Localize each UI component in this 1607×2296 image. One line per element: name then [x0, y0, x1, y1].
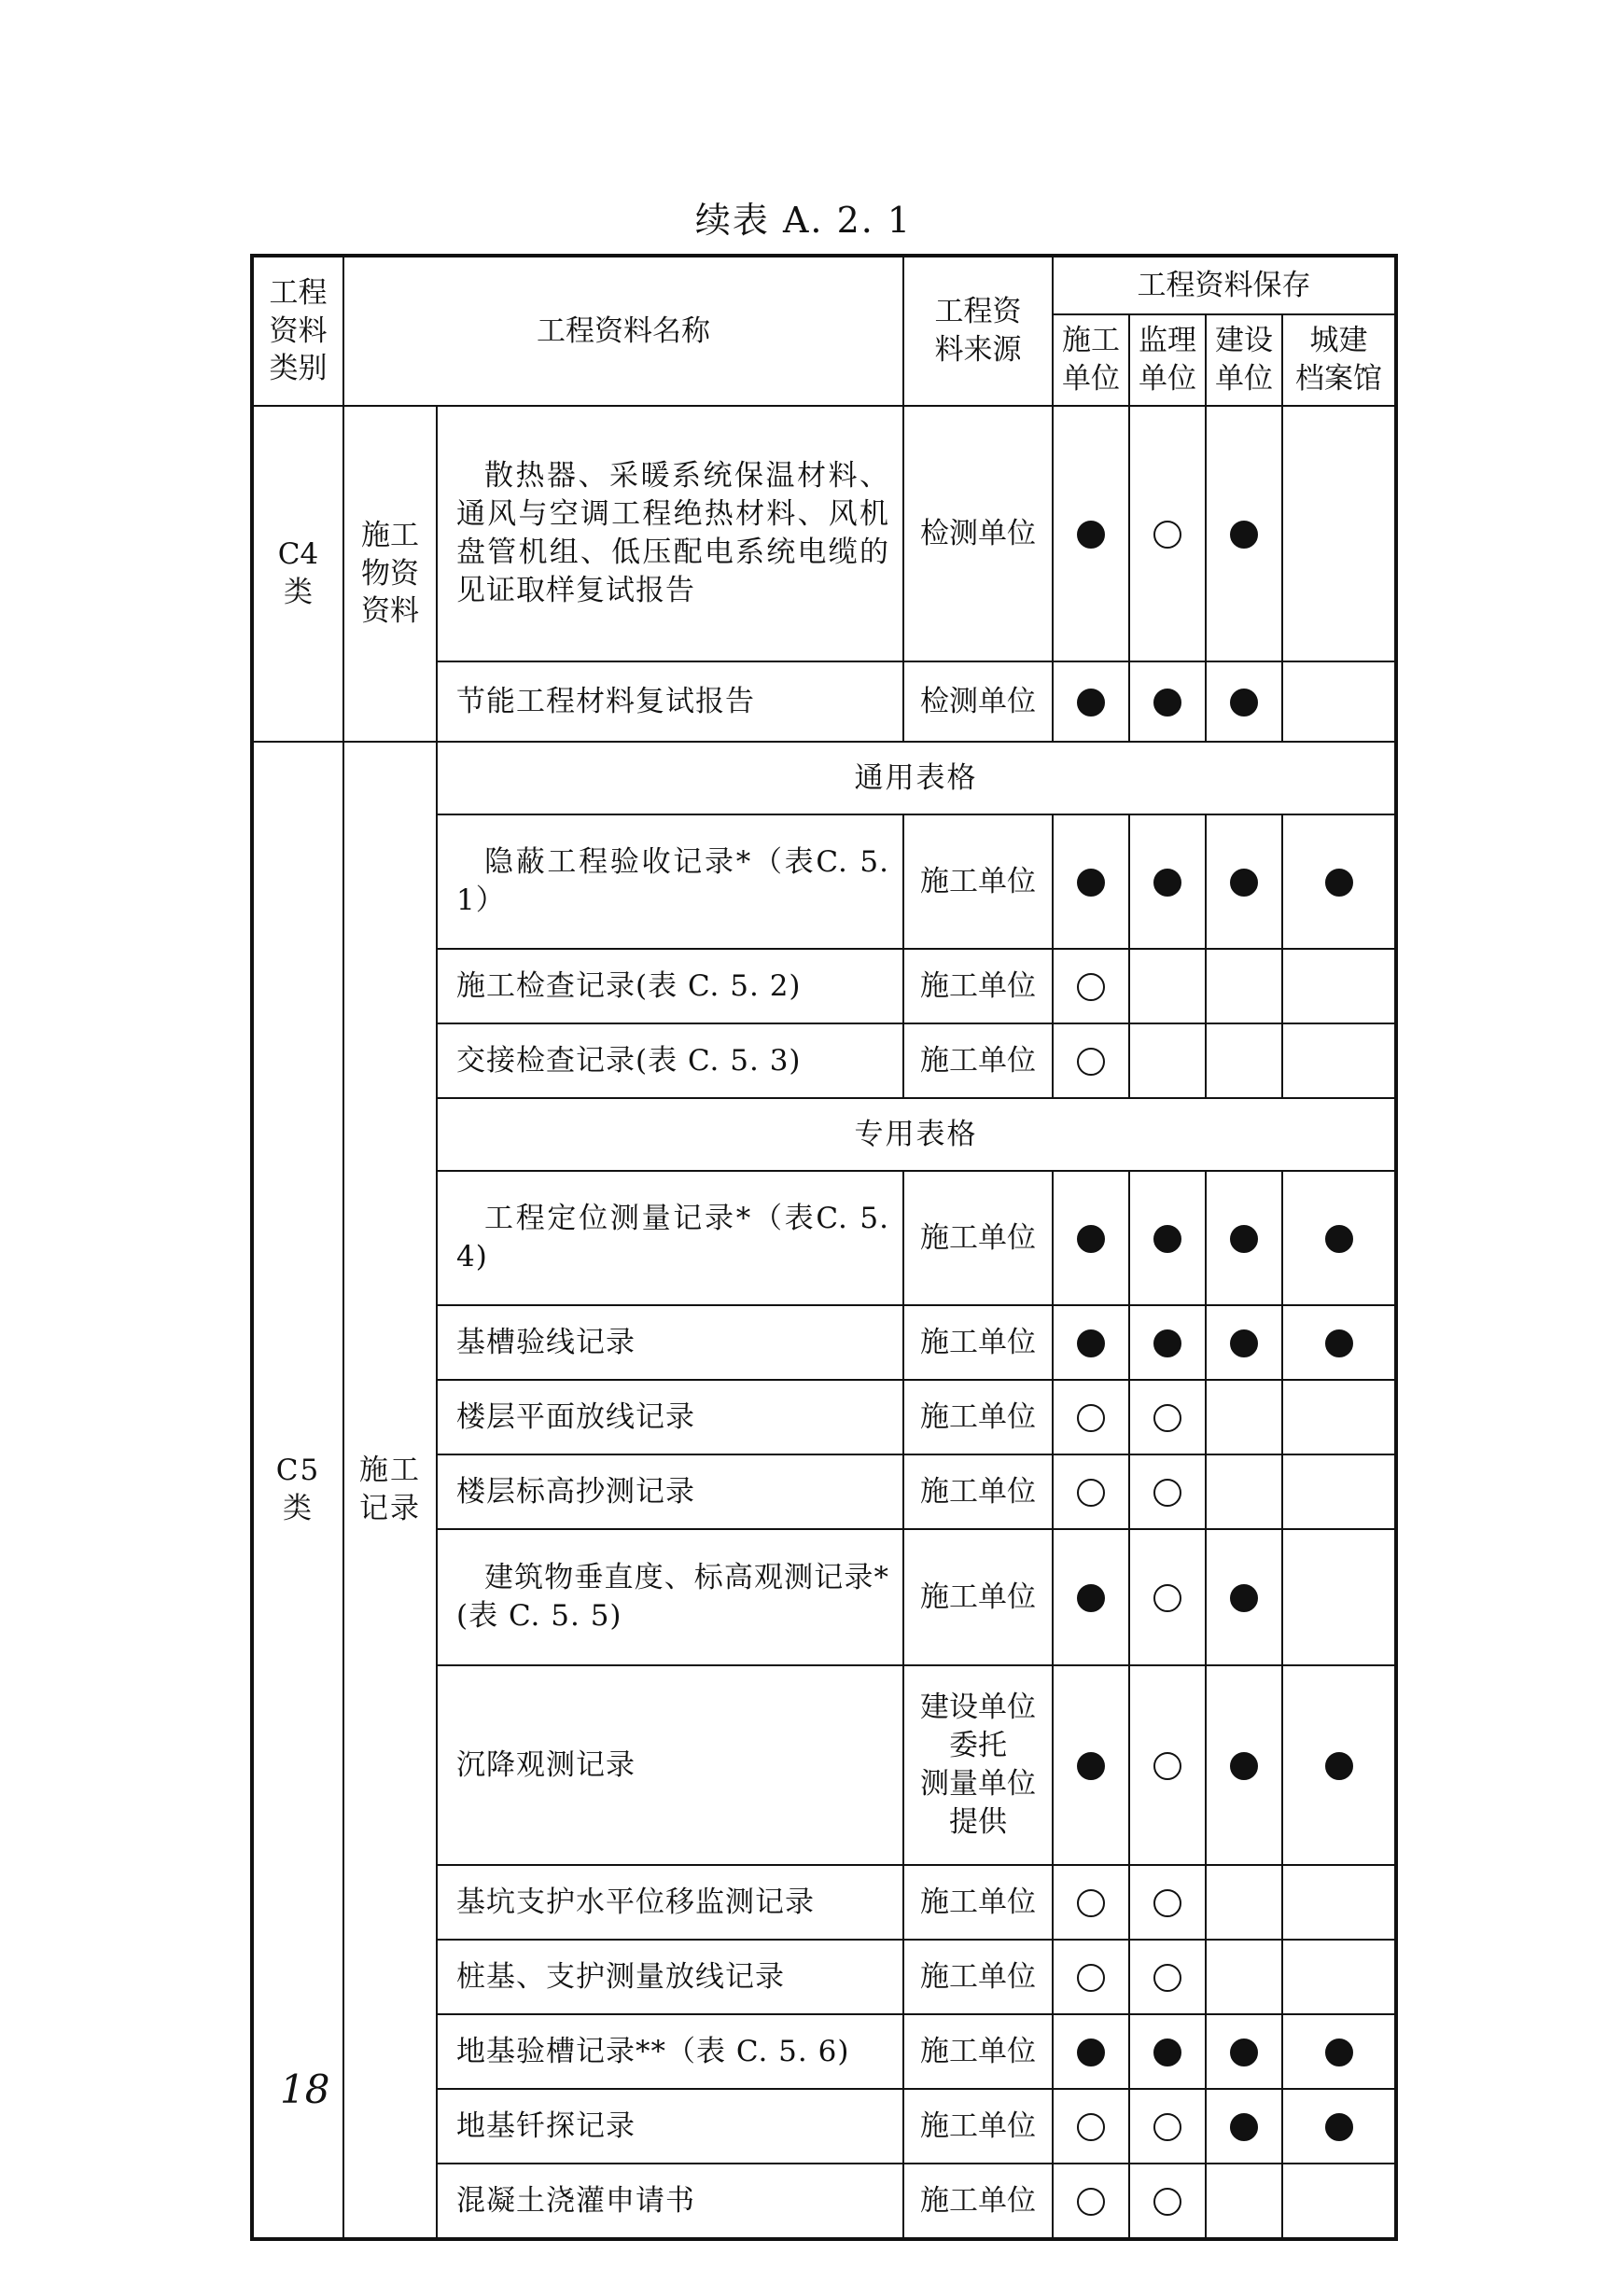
storage-cell	[1282, 1940, 1396, 2014]
item-name	[437, 1665, 903, 1865]
item-source	[903, 1171, 1053, 1305]
category-cell-text: C4 类	[277, 537, 319, 609]
item-name	[437, 1023, 903, 1098]
header-storage-text: 工程资料保存	[1137, 268, 1311, 302]
storage-cell	[1129, 1865, 1206, 1940]
item-source-text: 施工单位	[920, 1043, 1036, 1078]
hollow-circle-icon	[1077, 1048, 1105, 1076]
filled-circle-icon	[1325, 1752, 1353, 1780]
hollow-circle-icon	[1153, 1404, 1181, 1432]
filled-circle-icon	[1230, 1329, 1258, 1357]
header-category-text: 工程 资料 类别	[269, 275, 328, 386]
item-name-text: 地基钎探记录	[456, 2108, 636, 2143]
storage-cell	[1206, 661, 1282, 742]
group-title-text: 通用表格	[854, 760, 978, 795]
hollow-circle-icon	[1153, 2188, 1181, 2216]
filled-circle-icon	[1230, 2039, 1258, 2066]
header-source-text: 工程资 料来源	[934, 295, 1022, 367]
filled-circle-icon	[1230, 869, 1258, 897]
item-source	[903, 949, 1053, 1023]
storage-cell	[1282, 1305, 1396, 1380]
storage-cell	[1282, 814, 1396, 949]
item-name	[437, 1454, 903, 1529]
hollow-circle-icon	[1077, 1404, 1105, 1432]
filled-circle-icon	[1325, 869, 1353, 897]
filled-circle-icon	[1077, 689, 1105, 717]
item-source	[903, 1865, 1053, 1940]
filled-circle-icon	[1230, 2113, 1258, 2141]
storage-cell	[1282, 1865, 1396, 1940]
item-source-text: 施工单位	[920, 864, 1036, 898]
item-source	[903, 1380, 1053, 1454]
item-name-text: 桩基、支护测量放线记录	[456, 1959, 785, 1994]
header-name	[343, 256, 903, 406]
page-number: 18	[280, 2066, 330, 2112]
item-name-text: 楼层标高抄测记录	[456, 1474, 695, 1509]
storage-cell	[1282, 406, 1396, 661]
item-source-text: 建设单位 委托 测量单位 提供	[920, 1691, 1036, 1839]
storage-cell	[1053, 1529, 1129, 1665]
group-title	[437, 742, 1396, 814]
storage-cell	[1282, 2164, 1396, 2239]
storage-cell	[1129, 1665, 1206, 1865]
storage-cell	[1206, 1023, 1282, 1098]
header-name-text: 工程资料名称	[537, 313, 710, 348]
item-source-text: 检测单位	[920, 684, 1036, 718]
filled-circle-icon	[1153, 1225, 1181, 1253]
hollow-circle-icon	[1077, 1889, 1105, 1917]
storage-cell	[1206, 2014, 1282, 2089]
table-row	[252, 406, 1396, 661]
storage-cell	[1129, 1023, 1206, 1098]
hollow-circle-icon	[1077, 1964, 1105, 1992]
storage-cell	[1053, 1665, 1129, 1865]
storage-cell	[1129, 2164, 1206, 2239]
hollow-circle-icon	[1153, 1479, 1181, 1507]
filled-circle-icon	[1077, 2039, 1105, 2066]
category-cell-text: C5 类	[275, 1454, 321, 1525]
item-source	[903, 2164, 1053, 2239]
hollow-circle-icon	[1077, 2113, 1105, 2141]
storage-cell	[1129, 1454, 1206, 1529]
storage-cell	[1282, 1380, 1396, 1454]
item-source	[903, 1023, 1053, 1098]
filled-circle-icon	[1077, 1329, 1105, 1357]
storage-cell	[1206, 2089, 1282, 2164]
item-name-text: 施工检查记录(表 C. 5. 2)	[456, 968, 802, 1003]
storage-cell	[1206, 406, 1282, 661]
storage-cell	[1282, 2014, 1396, 2089]
header-storage-col-text: 监理 单位	[1139, 324, 1196, 396]
storage-cell	[1206, 1171, 1282, 1305]
storage-cell	[1282, 949, 1396, 1023]
item-name-text: 工程定位测量记录*（表C. 5. 4)	[456, 1202, 889, 1273]
header-storage	[1053, 256, 1396, 314]
header-storage-col	[1129, 314, 1206, 406]
group-title-text: 专用表格	[854, 1117, 978, 1151]
item-name-text: 基槽验线记录	[456, 1325, 636, 1359]
item-name	[437, 2164, 903, 2239]
filled-circle-icon	[1325, 1329, 1353, 1357]
filled-circle-icon	[1077, 1225, 1105, 1253]
storage-cell	[1129, 661, 1206, 742]
item-name-text: 建筑物垂直度、标高观测记录*(表 C. 5. 5)	[456, 1561, 889, 1633]
filled-circle-icon	[1230, 521, 1258, 549]
item-name	[437, 1529, 903, 1665]
category-cell	[252, 406, 343, 742]
category-cell	[252, 742, 343, 2239]
storage-cell	[1206, 1940, 1282, 2014]
item-source-text: 检测单位	[920, 516, 1036, 550]
item-name-text: 楼层平面放线记录	[456, 1399, 695, 1434]
item-source	[903, 1454, 1053, 1529]
item-name-text: 混凝土浇灌申请书	[456, 2183, 695, 2218]
item-source	[903, 2014, 1053, 2089]
item-name	[437, 2014, 903, 2089]
filled-circle-icon	[1077, 1752, 1105, 1780]
filled-circle-icon	[1230, 1752, 1258, 1780]
header-category	[252, 256, 343, 406]
filled-circle-icon	[1230, 1584, 1258, 1612]
filled-circle-icon	[1325, 2039, 1353, 2066]
group-title	[437, 1098, 1396, 1171]
filled-circle-icon	[1325, 1225, 1353, 1253]
storage-cell	[1206, 2164, 1282, 2239]
filled-circle-icon	[1325, 2113, 1353, 2141]
item-source-text: 施工单位	[920, 2183, 1036, 2218]
item-source	[903, 1529, 1053, 1665]
storage-cell	[1129, 1171, 1206, 1305]
item-source-text: 施工单位	[920, 1399, 1036, 1434]
storage-cell	[1129, 1305, 1206, 1380]
storage-cell	[1282, 1171, 1396, 1305]
subcategory-cell	[343, 406, 437, 742]
item-name-text: 基坑支护水平位移监测记录	[456, 1885, 815, 1919]
item-source-text: 施工单位	[920, 1579, 1036, 1614]
header-source	[903, 256, 1053, 406]
storage-cell	[1206, 814, 1282, 949]
item-name	[437, 1171, 903, 1305]
item-source-text: 施工单位	[920, 1220, 1036, 1255]
item-source	[903, 1305, 1053, 1380]
item-name	[437, 1305, 903, 1380]
group-header-row	[252, 742, 1396, 814]
item-source	[903, 1940, 1053, 2014]
filled-circle-icon	[1153, 689, 1181, 717]
filled-circle-icon	[1077, 521, 1105, 549]
storage-cell	[1053, 949, 1129, 1023]
item-name	[437, 406, 903, 661]
storage-cell	[1206, 1665, 1282, 1865]
hollow-circle-icon	[1077, 1479, 1105, 1507]
header-row	[252, 256, 1396, 314]
item-source	[903, 1665, 1053, 1865]
item-name	[437, 949, 903, 1023]
subcategory-cell-text: 施工 物资 资料	[361, 518, 419, 629]
filled-circle-icon	[1230, 1225, 1258, 1253]
hollow-circle-icon	[1077, 973, 1105, 1001]
item-source-text: 施工单位	[920, 1474, 1036, 1509]
storage-cell	[1206, 949, 1282, 1023]
filled-circle-icon	[1230, 689, 1258, 717]
header-storage-col	[1053, 314, 1129, 406]
storage-cell	[1129, 814, 1206, 949]
header-storage-col	[1282, 314, 1396, 406]
hollow-circle-icon	[1077, 2188, 1105, 2216]
storage-cell	[1129, 1529, 1206, 1665]
storage-cell	[1129, 406, 1206, 661]
hollow-circle-icon	[1153, 1752, 1181, 1780]
item-name	[437, 1940, 903, 2014]
filled-circle-icon	[1153, 1329, 1181, 1357]
storage-cell	[1053, 814, 1129, 949]
hollow-circle-icon	[1153, 1889, 1181, 1917]
header-storage-col	[1206, 314, 1282, 406]
item-source	[903, 814, 1053, 949]
item-source	[903, 2089, 1053, 2164]
storage-cell	[1053, 1380, 1129, 1454]
storage-cell	[1206, 1529, 1282, 1665]
filled-circle-icon	[1153, 869, 1181, 897]
filled-circle-icon	[1153, 2039, 1181, 2066]
storage-cell	[1053, 2164, 1129, 2239]
storage-cell	[1282, 1454, 1396, 1529]
storage-cell	[1053, 1454, 1129, 1529]
item-source	[903, 406, 1053, 661]
storage-cell	[1282, 2089, 1396, 2164]
item-source-text: 施工单位	[920, 968, 1036, 1003]
table-caption: 续表 A. 2. 1	[694, 200, 913, 241]
storage-cell	[1206, 1380, 1282, 1454]
storage-cell	[1053, 1940, 1129, 2014]
item-name-text: 交接检查记录(表 C. 5. 3)	[456, 1043, 802, 1078]
item-name-text: 隐蔽工程验收记录*（表C. 5. 1）	[456, 845, 889, 917]
data-table	[250, 254, 1398, 2241]
item-name	[437, 814, 903, 949]
subcategory-cell-text: 施工 记录	[359, 1454, 421, 1525]
storage-cell	[1053, 2089, 1129, 2164]
item-name	[437, 661, 903, 742]
item-name	[437, 1380, 903, 1454]
storage-cell	[1129, 2014, 1206, 2089]
subcategory-cell	[343, 742, 437, 2239]
storage-cell	[1206, 1865, 1282, 1940]
item-source-text: 施工单位	[920, 1885, 1036, 1919]
item-source	[903, 661, 1053, 742]
storage-cell	[1053, 1305, 1129, 1380]
header-storage-col-text: 施工 单位	[1062, 324, 1120, 396]
storage-cell	[1206, 1305, 1282, 1380]
item-source-text: 施工单位	[920, 2034, 1036, 2068]
hollow-circle-icon	[1153, 1964, 1181, 1992]
storage-cell	[1053, 1023, 1129, 1098]
storage-cell	[1282, 1665, 1396, 1865]
storage-cell	[1206, 1454, 1282, 1529]
item-name-text: 散热器、采暖系统保温材料、通风与空调工程绝热材料、风机盘管机组、低压配电系统电缆的见证取样复试报告	[456, 459, 889, 607]
filled-circle-icon	[1077, 1584, 1105, 1612]
storage-cell	[1053, 661, 1129, 742]
hollow-circle-icon	[1153, 2113, 1181, 2141]
item-name-text: 沉降观测记录	[456, 1747, 636, 1782]
item-name-text: 地基验槽记录**（表 C. 5. 6)	[456, 2034, 850, 2068]
header-storage-col-text: 城建 档案馆	[1295, 324, 1382, 396]
item-source-text: 施工单位	[920, 1959, 1036, 1994]
storage-cell	[1282, 1023, 1396, 1098]
storage-cell	[1129, 1940, 1206, 2014]
storage-cell	[1129, 1380, 1206, 1454]
item-name-text: 节能工程材料复试报告	[456, 684, 755, 718]
storage-cell	[1129, 2089, 1206, 2164]
item-name	[437, 1865, 903, 1940]
storage-cell	[1129, 949, 1206, 1023]
hollow-circle-icon	[1153, 1584, 1181, 1612]
storage-cell	[1053, 406, 1129, 661]
hollow-circle-icon	[1153, 521, 1181, 549]
storage-cell	[1282, 1529, 1396, 1665]
header-storage-col-text: 建设 单位	[1215, 324, 1273, 396]
storage-cell	[1053, 2014, 1129, 2089]
storage-cell	[1053, 1865, 1129, 1940]
storage-cell	[1282, 661, 1396, 742]
item-source-text: 施工单位	[920, 2108, 1036, 2143]
item-name	[437, 2089, 903, 2164]
storage-cell	[1053, 1171, 1129, 1305]
item-source-text: 施工单位	[920, 1325, 1036, 1359]
filled-circle-icon	[1077, 869, 1105, 897]
